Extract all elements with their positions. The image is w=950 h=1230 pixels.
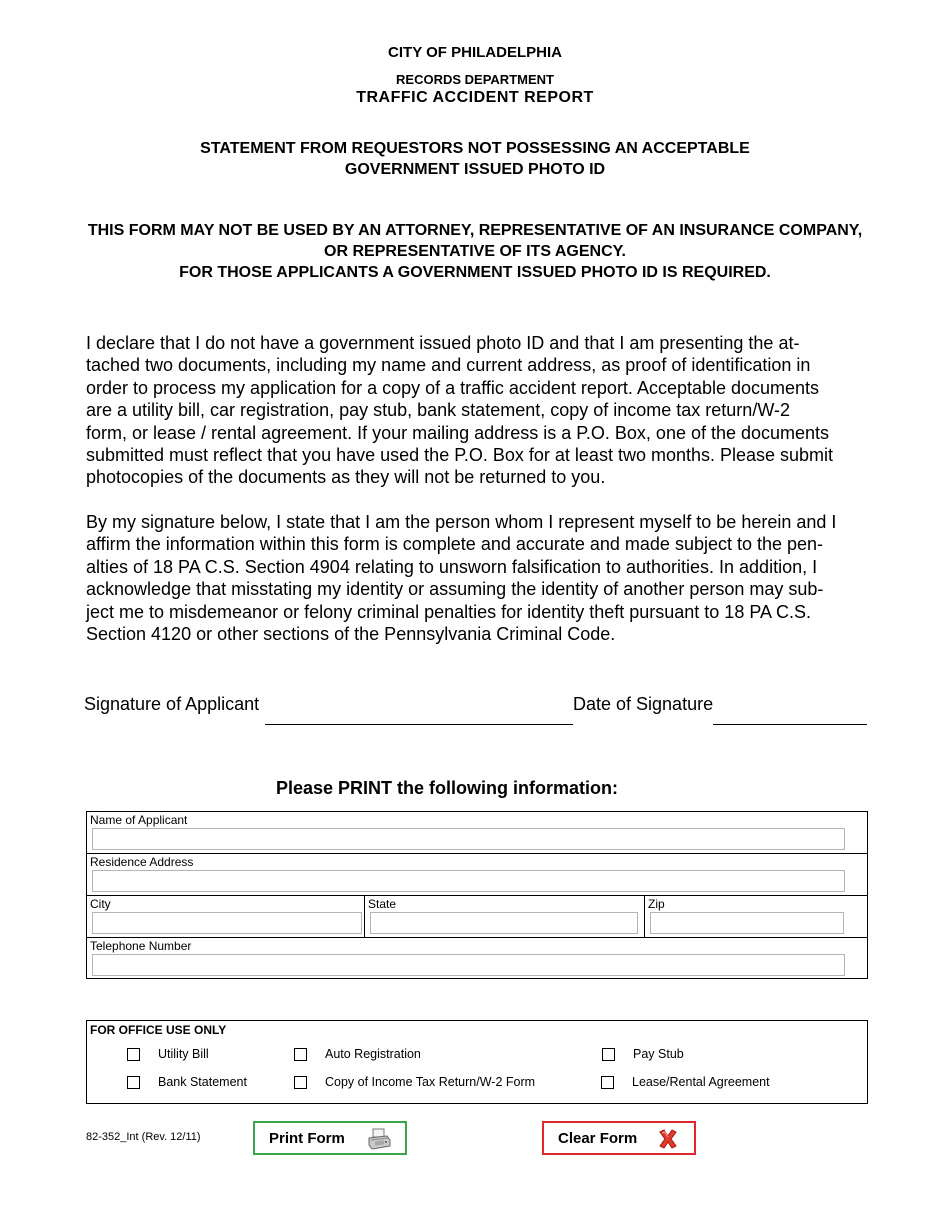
name-label: Name of Applicant xyxy=(90,813,188,827)
clear-form-label: Clear Form xyxy=(558,1129,638,1147)
paragraph-line: submitted must reflect that you have used the P.O. Box for at least two months. Please submit xyxy=(86,445,834,466)
city-label: City xyxy=(90,897,111,911)
declaration-paragraph xyxy=(86,332,876,489)
address-input[interactable] xyxy=(92,870,845,892)
office-item-auto-registration[interactable] xyxy=(294,1047,421,1061)
paragraph-line: alties of 18 PA C.S. Section 4904 relating to unsworn falsification to authorities. In addition, I xyxy=(86,556,818,577)
warning-line-3: FOR THOSE APPLICANTS A GOVERNMENT ISSUED PHOTO ID IS REQUIRED. xyxy=(179,264,771,281)
office-item-label: Copy of Income Tax Return/W-2 Form xyxy=(325,1075,536,1089)
office-item-label: Auto Registration xyxy=(325,1047,421,1061)
paragraph-line: acknowledge that misstating my identity or assuming the identity of another person may sub- xyxy=(86,579,824,600)
signature-label: Signature of Applicant xyxy=(84,694,260,714)
office-use-title: FOR OFFICE USE ONLY xyxy=(90,1023,227,1037)
paragraph-line: are a utility bill, car registration, pay stub, bank statement, copy of income tax return/W-2 xyxy=(86,400,790,421)
state-input[interactable] xyxy=(370,912,638,934)
paragraph-line: By my signature below, I state that I am the person whom I represent myself to be herein and I xyxy=(86,512,837,532)
tax-return-checkbox[interactable] xyxy=(294,1076,307,1089)
phone-cell xyxy=(87,938,867,980)
paragraph-line: photocopies of the documents as they will not be returned to you. xyxy=(86,467,606,488)
statement-line-2: GOVERNMENT ISSUED PHOTO ID xyxy=(344,161,606,178)
zip-label: Zip xyxy=(648,897,665,911)
paragraph-line: I declare that I do not have a government issued photo ID and that I am presenting the at- xyxy=(86,333,800,353)
form-number: 82-352_Int (Rev. 12/11) xyxy=(86,1131,201,1143)
warning-line-1: THIS FORM MAY NOT BE USED BY AN ATTORNEY, REPRESENTATIVE OF AN INSURANCE COMPANY, xyxy=(87,222,863,239)
close-icon xyxy=(657,1128,679,1154)
paragraph-line: Section 4120 or other sections of the Pennsylvania Criminal Code. xyxy=(86,624,616,645)
print-form-button[interactable] xyxy=(253,1121,407,1155)
printer-icon xyxy=(367,1127,391,1155)
city-state-zip-row xyxy=(87,896,867,938)
name-row xyxy=(87,812,867,854)
header-department: RECORDS DEPARTMENT xyxy=(396,72,554,87)
bank-statement-checkbox[interactable] xyxy=(127,1076,140,1089)
address-label: Residence Address xyxy=(90,855,194,869)
city-input[interactable] xyxy=(92,912,362,934)
office-item-tax-return[interactable] xyxy=(294,1075,535,1089)
office-item-label: Lease/Rental Agreement xyxy=(632,1075,770,1089)
signature-line[interactable] xyxy=(265,724,573,725)
state-cell xyxy=(365,896,645,937)
office-item-pay-stub[interactable] xyxy=(602,1047,684,1061)
phone-label: Telephone Number xyxy=(90,939,192,953)
office-item-label: Utility Bill xyxy=(158,1047,209,1061)
applicant-info-table xyxy=(86,811,868,979)
statement-line-1: STATEMENT FROM REQUESTORS NOT POSSESSING AN ACCEPTABLE xyxy=(200,140,750,157)
office-item-lease-rental[interactable] xyxy=(601,1075,770,1089)
paragraph-line: tached two documents, including my name and current address, as proof of identification in xyxy=(86,355,811,376)
phone-input[interactable] xyxy=(92,954,845,976)
header-city: CITY OF PHILADELPHIA xyxy=(388,44,562,61)
pay-stub-checkbox[interactable] xyxy=(602,1048,615,1061)
state-label: State xyxy=(368,897,397,911)
zip-input[interactable] xyxy=(650,912,844,934)
name-input[interactable] xyxy=(92,828,845,850)
warning-heading xyxy=(0,220,950,283)
address-cell xyxy=(87,854,867,895)
utility-bill-checkbox[interactable] xyxy=(127,1048,140,1061)
office-item-bank-statement[interactable] xyxy=(127,1075,247,1089)
date-signature-line[interactable] xyxy=(713,724,867,725)
paragraph-line: ject me to misdemeanor or felony criminal penalties for identity theft pursuant to 18 PA C.S. xyxy=(86,601,812,622)
office-use-box xyxy=(86,1020,868,1104)
office-item-utility-bill[interactable] xyxy=(127,1047,209,1061)
office-item-label: Pay Stub xyxy=(633,1047,684,1061)
zip-cell xyxy=(645,896,866,937)
paragraph-line: form, or lease / rental agreement. If your mailing address is a P.O. Box, one of the documents xyxy=(86,422,830,443)
phone-row xyxy=(87,938,867,980)
print-info-title: Please PRINT the following information: xyxy=(275,778,619,798)
date-signature-label: Date of Signature xyxy=(573,694,714,714)
clear-form-button[interactable] xyxy=(542,1121,696,1155)
name-cell xyxy=(87,812,867,853)
affirmation-paragraph xyxy=(86,511,876,645)
city-cell xyxy=(87,896,365,937)
paragraph-line: affirm the information within this form is complete and accurate and made subject to the pen- xyxy=(86,534,824,555)
header-report-title: TRAFFIC ACCIDENT REPORT xyxy=(356,89,594,106)
paragraph-line: order to process my application for a copy of a traffic accident report. Acceptable documents xyxy=(86,377,820,398)
lease-rental-checkbox[interactable] xyxy=(601,1076,614,1089)
warning-line-2: OR REPRESENTATIVE OF ITS AGENCY. xyxy=(324,243,626,260)
print-form-label: Print Form xyxy=(269,1129,345,1147)
auto-registration-checkbox[interactable] xyxy=(294,1048,307,1061)
address-row xyxy=(87,854,867,896)
statement-heading xyxy=(0,138,950,180)
office-item-label: Bank Statement xyxy=(158,1075,247,1089)
